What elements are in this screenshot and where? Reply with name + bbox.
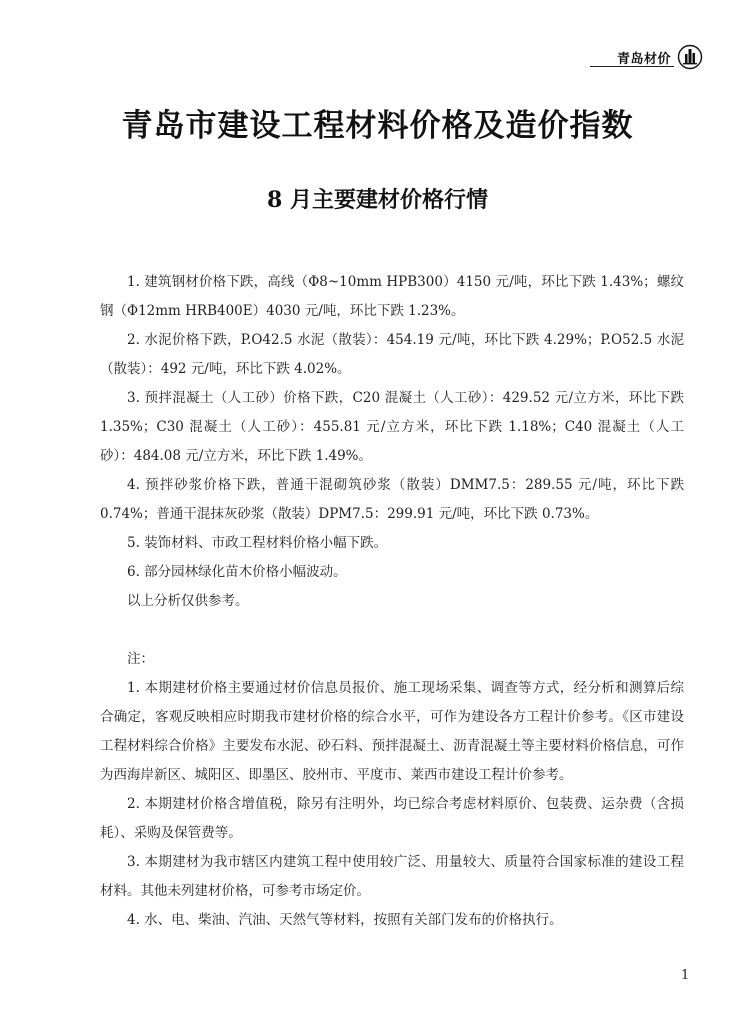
price-analysis: [100, 268, 684, 616]
analysis-item: 4. 预拌砂浆价格下跌，普通干混砌筑砂浆（散装）DMM7.5：289.55 元/吨，环比下跌 0.74%；普通干混抹灰砂浆（散装）DPM7.5：299.91 元/吨，环比下跌 0.73%。: [100, 477, 684, 522]
note-item: 2. 本期建材价格含增值税，除另有注明外，均已综合考虑材料原价、包装费、运杂费（含损耗）、采购及保管费等。: [100, 796, 684, 841]
notes-section: [100, 645, 684, 935]
note-item: 4. 水、电、柴油、汽油、天然气等材料，按照有关部门发布的价格执行。: [127, 912, 563, 928]
analysis-item: 2. 水泥价格下跌，P.O42.5 水泥（散装）：454.19 元/吨，环比下跌 4.29%；P.O52.5 水泥（散装）：492 元/吨，环比下跌 4.02%。: [100, 332, 684, 377]
page-title: 青岛市建设工程材料价格及造价指数: [121, 108, 634, 144]
analysis-item: 3. 预拌混凝土（人工砂）价格下跌，C20 混凝土（人工砂）：429.52 元/立方米，环比下跌 1.35%；C30 混凝土（人工砂）：455.81 元/立方米，环比下跌 1.18%；C40 混凝土（人工砂）：484.08 元/立方米，环比下跌 1.49%。: [100, 390, 684, 464]
analysis-item: 1. 建筑钢材价格下跌，高线（Φ8~10mm HPB300）4150 元/吨，环比下跌 1.43%；螺纹钢（Φ12mm HRB400E）4030 元/吨，环比下跌 1.23%。: [100, 274, 684, 319]
page-number: 1: [681, 968, 690, 983]
section-subtitle: 8 月主要建材价格行情: [267, 187, 488, 213]
note-item: 1. 本期建材价格主要通过材价信息员报价、施工现场采集、调查等方式，经分析和测算后综合确定，客观反映相应时期我市建材价格的综合水平，可作为建设各方工程计价参考。《区市建设工程材料综合价格》主要发布水泥、砂石料、预拌混凝土、沥青混凝土等主要材料价格信息，可作为西海岸新区、城阳区、即墨区、胶州市、平度市、莱西市建设工程计价参考。: [100, 680, 684, 783]
building-logo-icon: [677, 44, 703, 70]
header-tag-label: 青岛材价: [616, 51, 671, 67]
analysis-item: 6. 部分园林绿化苗木价格小幅波动。: [127, 564, 347, 580]
header-rule: [590, 66, 674, 67]
notes-heading: 注：: [127, 651, 154, 667]
analysis-item: 5. 装饰材料、市政工程材料价格小幅下跌。: [127, 535, 388, 551]
note-item: 3. 本期建材为我市辖区内建筑工程中使用较广泛、用量较大、质量符合国家标准的建设工程材料。其他未列建材价格，可参考市场定价。: [100, 854, 684, 899]
analysis-disclaimer: 以上分析仅供参考。: [127, 593, 249, 609]
